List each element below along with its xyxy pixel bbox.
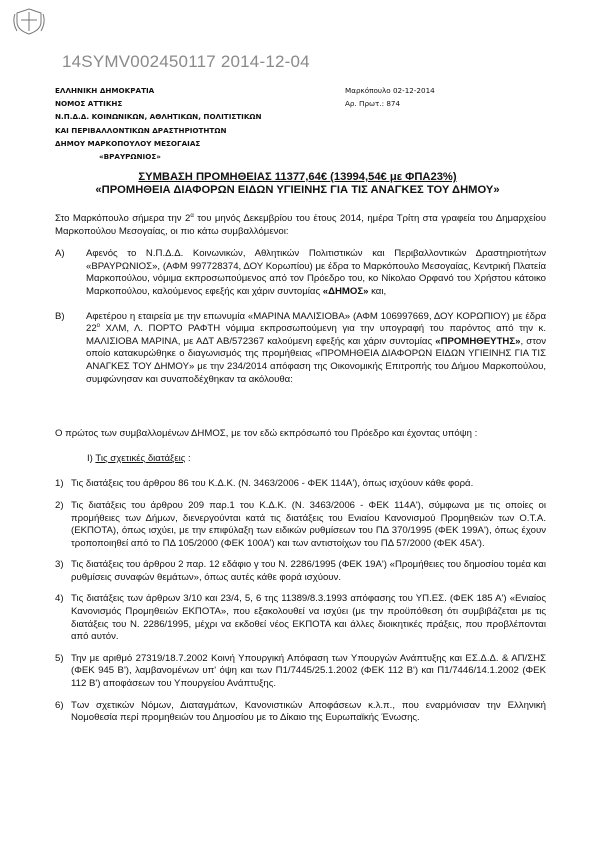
document-meta	[345, 84, 435, 110]
party-a-label: Α)	[55, 248, 65, 260]
sender-line: «ΒΡΑΥΡΩΝΙΟΣ»	[99, 152, 161, 162]
document-body	[55, 213, 546, 734]
provision-item: 2) Τις διατάξεις του άρθρου 209 παρ.1 του Κ.Δ.Κ. (Ν. 3463/2006 - ΦΕΚ 114Α'), σύμφωνα με τις οποίες οι προμήθειες των Δήμων, διενεργούνται κατά τις διατάξεις του Ενιαίου Κανονισμού Προμηθειών των Ο.Τ.Α. (ΕΚΠΟΤΑ), όπως ισχύει, με την επιφύλαξη των ειδικών ρυθμίσεων του ΠΔ 370/1995 (ΦΕΚ 199Α'), όπως έχουν τροποποιηθεί από το ΠΔ 105/2000 (ΦΕΚ 100Α') και των αντιστοίχων του ΠΔ 57/2000 (ΦΕΚ 45Α').	[55, 499, 546, 549]
coat-of-arms-icon	[10, 6, 48, 36]
provision-item: 1) Τις διατάξεις του άρθρου 86 του Κ.Δ.Κ. (Ν. 3463/2006 - ΦΕΚ 114Α'), όπως ισχύουν κάθε φορά.	[55, 478, 474, 490]
sender-line: Ν.Π.Δ.Δ. ΚΟΙΝΩΝΙΚΩΝ, ΑΘΛΗΤΙΚΩΝ, ΠΟΛΙΤΙΣΤΙΚΩΝ	[55, 112, 262, 122]
sender-line: ΚΑΙ ΠΕΡΙΒΑΛΛΟΝΤΙΚΩΝ ΔΡΑΣΤΗΡΙΟΤΗΤΩΝ	[55, 125, 227, 135]
section-heading: Ι) Τις σχετικές διατάξεις :	[87, 452, 191, 464]
sender-line: ΔΗΜΟΥ ΜΑΡΚΟΠΟΥΛΟΥ ΜΕΣΟΓΑΙΑΣ	[55, 138, 201, 148]
provision-item: 6) Των σχετικών Νόμων, Διαταγμάτων, Κανονιστικών Αποφάσεων κ.λ.π., που εναρμόνισαν την Ελληνική Νομοθεσία περί προμηθειών του Δημοσίου με το Δίκαιο της Ευρωπαϊκής Ένωσης.	[55, 699, 546, 724]
sender-block	[55, 84, 262, 163]
provision-item: 3) Τις διατάξεις του άρθρου 2 παρ. 12 εδάφιο γ του Ν. 2286/1995 (ΦΕΚ 19Α') «Προμήθειες του δημοσίου τομέα και ρυθμίσεις συναφών θεμάτων», όπως αυτές κάθε φορά ισχύουν.	[55, 559, 546, 583]
protocol-number: Αρ. Πρωτ.: 874	[345, 99, 401, 109]
document-date: Μαρκόπουλο 02-12-2014	[345, 86, 435, 95]
document-title	[0, 171, 595, 197]
party-a-text: Αφενός το Ν.Π.Δ.Δ. Κοινωνικών, Αθλητικών Πολιτιστικών και Περιβαλλοντικών Δραστηριοτήτων «ΒΡΑΥΡΩΝΙΟΣ», (ΑΦΜ 997728374, ΔΟΥ Κορωπίου) με έδρα το Μαρκόπουλο Μεσογαίας, Κεντρική Πλατεία Μαρκοπούλου, νόμιμα εκπροσωπούμενος από τον Πρόεδρο του, κο Νίκολαο Ορφανό του Χρήστου κάτοικο Μαρκοπούλου, καλούμενος εφεξής και χάριν συντομίας «ΔΗΜΟΣ» και,	[86, 248, 546, 297]
first-party-paragraph: Ο πρώτος των συμβαλλομένων ΔΗΜΟΣ, με τον εδώ εκπρόσωπό του Πρόεδρο και έχοντας υπόψη :	[55, 428, 478, 440]
diavgeia-watermark: 14SYMV002450117 2014-12-04	[62, 52, 310, 71]
party-a	[55, 248, 546, 298]
party-b-text: Αφετέρου η εταιρεία με την επωνυμία «ΜΑΡΙΝΑ ΜΑΛΙΣΙΟΒΑ» (ΑΦΜ 106997669, ΔΟΥ ΚΟΡΩΠΙΟΥ) με έδρα $22^o$ ΧΛΜ, Λ. ΠΟΡΤΟ ΡΑΦΤΗ νόμιμα εκπροσωπούμενη για την υπογραφή του παρόντος από την κ. ΜΑΛΙΣΙΟΒΑ ΜΑΡΙΝΑ, με ΑΔΤ ΑΒ/572367 καλούμενη εφεξής και χάριν συντομίας «ΠΡΟΜΗΘΕΥΤΗΣ», στον οποίο κατακυρώθηκε ο διαγωνισμός της προμήθειας «ΠΡΟΜΗΘΕΙΑ ΔΙΑΦΟΡΩΝ ΕΙΔΩΝ ΥΓΙΕΙΝΗΣ ΓΙΑ ΤΙΣ ΑΝΑΓΚΕΣ ΤΟΥ ΔΗΜΟΥ» με την 234/2014 απόφαση της Οικονομικής Επιτροπής του Δήμου Μαρκοπούλου, συμφώνησαν και συναποδέχθηκαν τα ακόλουθα:	[86, 310, 546, 385]
provisions-list	[55, 478, 546, 725]
sender-line: ΝΟΜΟΣ ΑΤΤΙΚΗΣ	[55, 99, 123, 109]
sender-line: ΕΛΛΗΝΙΚΗ ΔΗΜΟΚΡΑΤΙΑ	[55, 86, 155, 95]
title-line-contract: ΣΥΜΒΑΣΗ ΠΡΟΜΗΘΕΙΑΣ 11377,64€ (13994,54€ με ΦΠΑ23%)	[138, 171, 457, 183]
provision-item: 4) Τις διατάξεις των άρθρων 3/10 και 23/4, 5, 6 της 11389/8.3.1993 απόφασης του ΥΠ.ΕΣ. (ΦΕΚ 185 Α') «Ενιαίος Κανονισμός Προμηθειών ΕΚΠΟΤΑ», που εξακολουθεί να ισχύει (με την προϋπόθεση ότι συμβιβάζεται με τις διατάξεις του Ν. 2286/1995, μέχρι να εκδοθεί νέος ΕΚΠΟΤΑ και άλλες διοικητικές πράξεις, που προβλέπονται από αυτόν.	[55, 593, 546, 643]
party-b-label: Β)	[55, 310, 65, 322]
provision-item: 5) Την με αριθμό 27319/18.7.2002 Κοινή Υπουργική Απόφαση των Υπουργών Ανάπτυξης και ΕΣ.Δ.Δ. & ΑΠ/ΣΗΣ (ΦΕΚ 945 Β'), λαμβανομένων υπ' όψη και των Π1/7445/25.1.2002 (ΦΕΚ 112 Β') και Π1/7446/14.1.2002 (ΦΕΚ 112 Β') αποφάσεων του Υπουργείου Ανάπτυξης.	[55, 652, 546, 690]
party-b	[55, 311, 546, 387]
title-line-subject: «ΠΡΟΜΗΘΕΙΑ ΔΙΑΦΟΡΩΝ ΕΙΔΩΝ ΥΓΙΕΙΝΗΣ ΓΙΑ ΤΙΣ ΑΝΑΓΚΕΣ ΤΟΥ ΔΗΜΟΥ»	[95, 184, 500, 196]
intro-paragraph: Στο Μαρκόπουλο σήμερα την $2^\alpha$ του μηνός Δεκεμβρίου του έτους 2014, ημέρα Τρίτη στα γραφεία του Δημαρχείου Μαρκοπούλου Μεσογαίας, οι πιο κάτω συμβαλλόμενοι:	[55, 212, 547, 237]
